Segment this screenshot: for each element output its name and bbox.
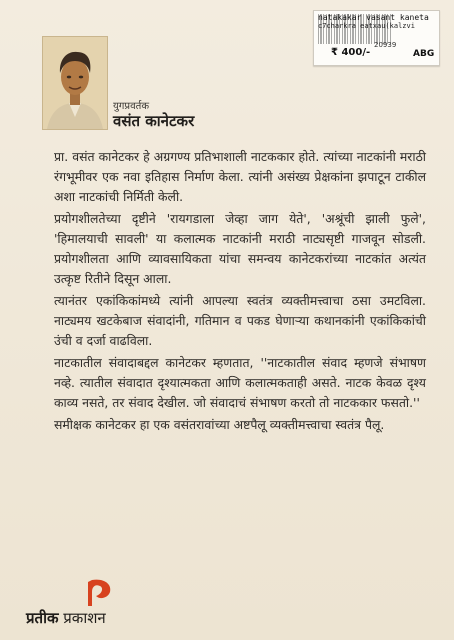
publisher-name	[26, 608, 106, 628]
paragraph: प्रयोगशीलतेच्या दृष्टीने 'रायगडाला जेव्हा जाग येते', 'अश्रूंची झाली फुले', 'हिमालयाची सावली' या कलात्मक नाटकांनी मराठी नाट्यसृष्टी गाजवून सोडली. प्रयोगशीलता आणि व्यावसायिकता यांचा समन्वय कानेटकरांच्या नाटकांत अत्यंत उत्कृष्ट रितीने दिसून आला.	[54, 211, 426, 286]
sticker-code: c7charkra eatxau(kalzvi	[318, 22, 415, 30]
publisher-name-regular: प्रकाशन	[58, 609, 106, 627]
paragraph: समीक्षक कानेटकर हा एक वसंतरावांच्या अष्टपैलू व्यक्तीमत्त्वाचा स्वतंत्र पैलू.	[54, 417, 385, 432]
author-photo	[42, 36, 108, 130]
author-subtitle: युगप्रवर्तक	[113, 101, 150, 112]
barcode-icon	[318, 14, 392, 44]
sticker-number: 20939	[374, 41, 397, 49]
paragraph: प्रा. वसंत कानेटकर हे अग्रगण्य प्रतिभाशाली नाटककार होते. त्यांच्या नाटकांनी मराठी रंगभूमीवर एक नवा इतिहास निर्माण केला. त्यांनी असंख्य प्रेक्षकांना झपाटून टाकील अशा नाटकांची निर्मिती केली.	[54, 149, 426, 204]
publisher-name-bold: प्रतीक	[26, 609, 59, 627]
price-sticker	[313, 10, 440, 66]
publisher-logo-icon	[88, 578, 114, 608]
paragraph: त्यानंतर एकांकिकांमध्ये त्यांनी आपल्या स्वतंत्र व्यक्तीमत्त्वाचा ठसा उमटविला. नाट्यमय खटकेबाज संवादांनी, गतिमान व पकड घेणाऱ्या कथानकांनी एकांकिकांची उंची व दर्जा वाढविला.	[54, 293, 426, 348]
author-name: वसंत कानेटकर	[113, 112, 195, 130]
paragraph: नाटकातील संवादाबद्दल कानेटकर म्हणतात, ''नाटकातील संवाद म्हणजे संभाषण नव्हे. त्यातील संवादात दृश्यात्मकता आणि कलात्मकताही असते. नाटक केवळ दृश्य काव्य नसते, तर संवाद देखील. जो संवादाचं संभाषण करतो तो नाटककार फसतो.''	[54, 355, 426, 410]
sticker-title: natakakar vasant kaneta	[318, 13, 429, 22]
blurb-text	[54, 147, 426, 437]
sticker-vendor: ABG	[413, 49, 435, 59]
sticker-price: ₹ 400/-	[331, 47, 371, 58]
